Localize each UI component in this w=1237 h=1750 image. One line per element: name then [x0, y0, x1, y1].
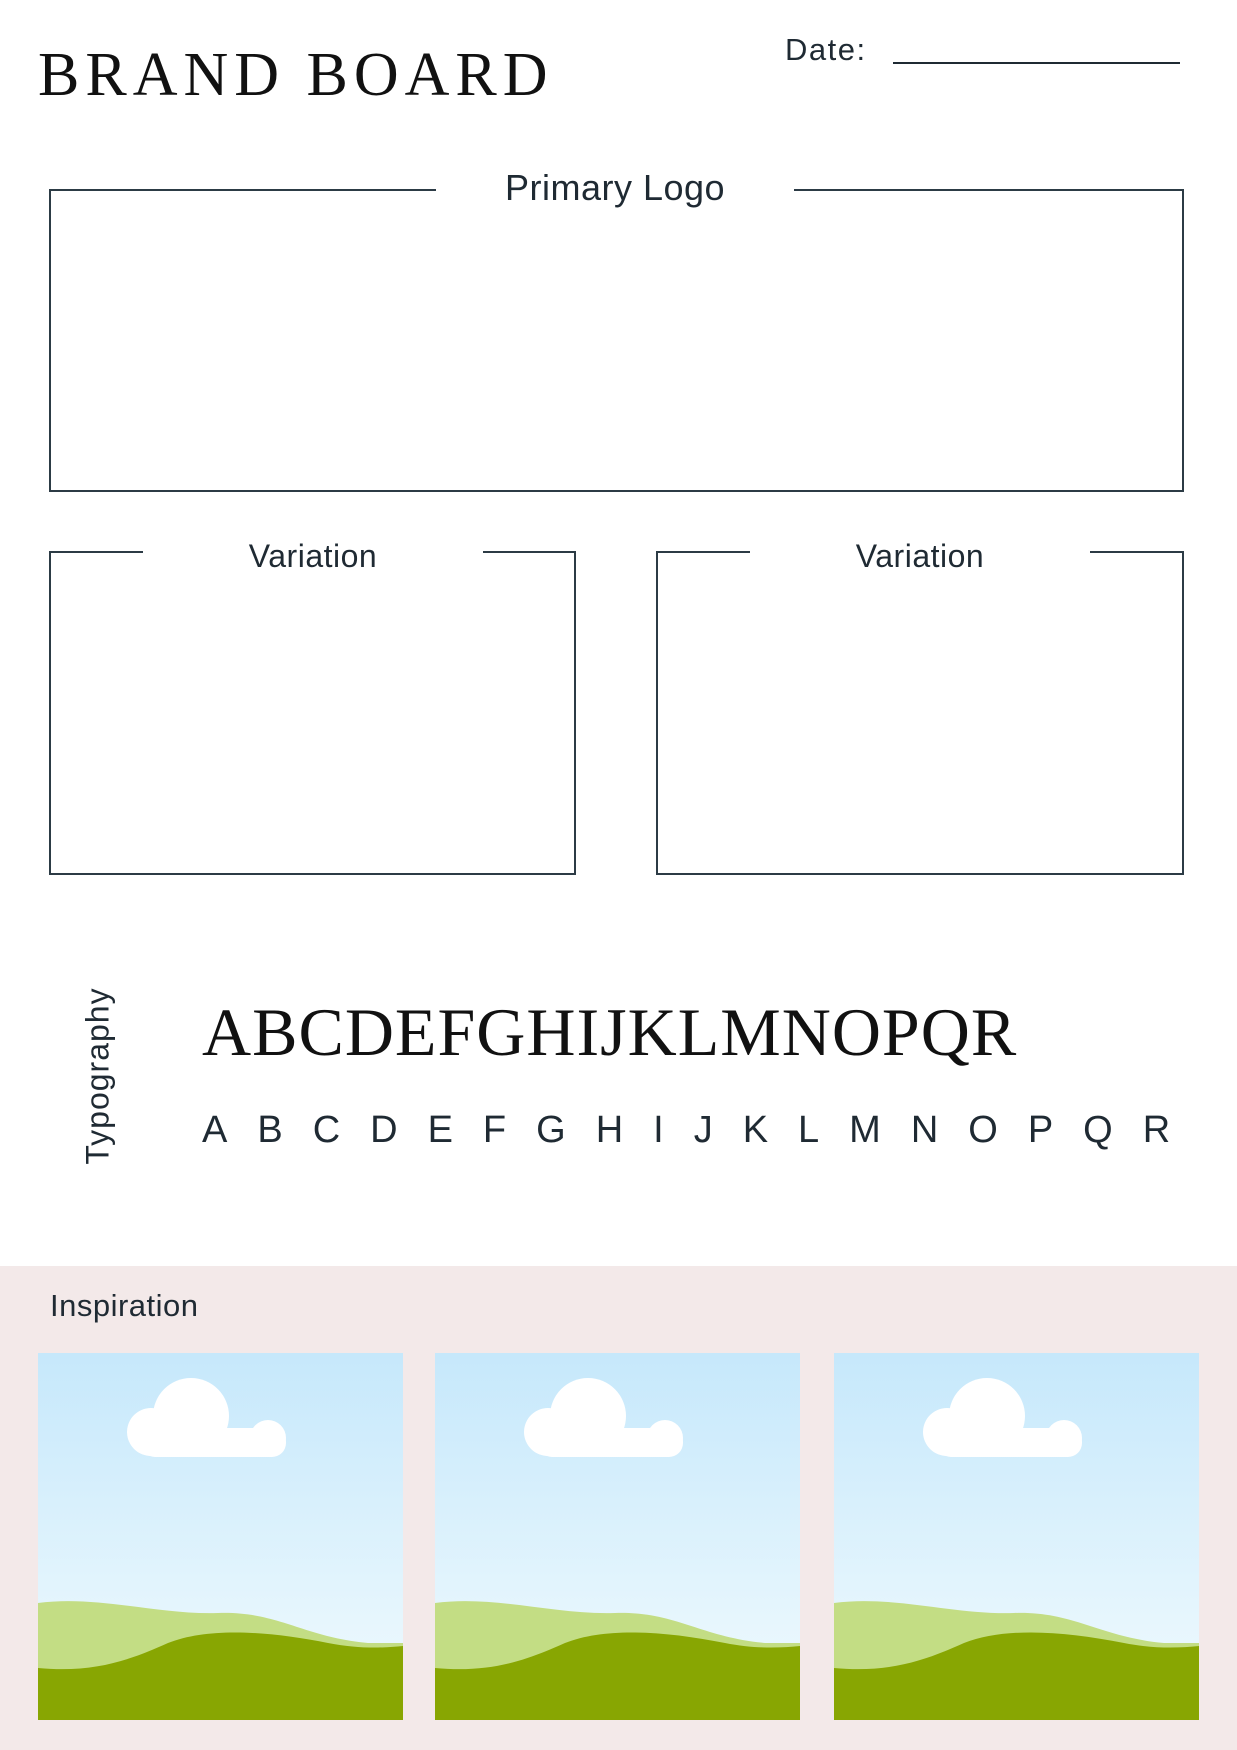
inspiration-image[interactable]: [834, 1353, 1199, 1720]
variation-frame[interactable]: [49, 551, 576, 875]
typography-label: Typography: [79, 987, 116, 1165]
date-label: Date:: [785, 32, 867, 67]
page-title: BRAND BOARD: [38, 41, 554, 109]
variation-label: Variation: [750, 540, 1090, 572]
primary-logo-frame[interactable]: [49, 189, 1184, 492]
variation-label: Variation: [143, 540, 483, 572]
landscape-placeholder-icon: [435, 1353, 800, 1720]
serif-alphabet-sample: ABCDEFGHIJKLMNOPQR: [202, 994, 1018, 1070]
inspiration-label: Inspiration: [50, 1288, 199, 1323]
variation-frame[interactable]: [656, 551, 1184, 875]
landscape-placeholder-icon: [834, 1353, 1199, 1720]
date-field-line[interactable]: [893, 62, 1180, 64]
landscape-placeholder-icon: [38, 1353, 403, 1720]
primary-logo-label: Primary Logo: [436, 170, 794, 206]
inspiration-image[interactable]: [38, 1353, 403, 1720]
inspiration-image[interactable]: [435, 1353, 800, 1720]
sans-alphabet-sample: ABCDEFGHIJKLMNOPQR: [202, 1109, 1201, 1151]
